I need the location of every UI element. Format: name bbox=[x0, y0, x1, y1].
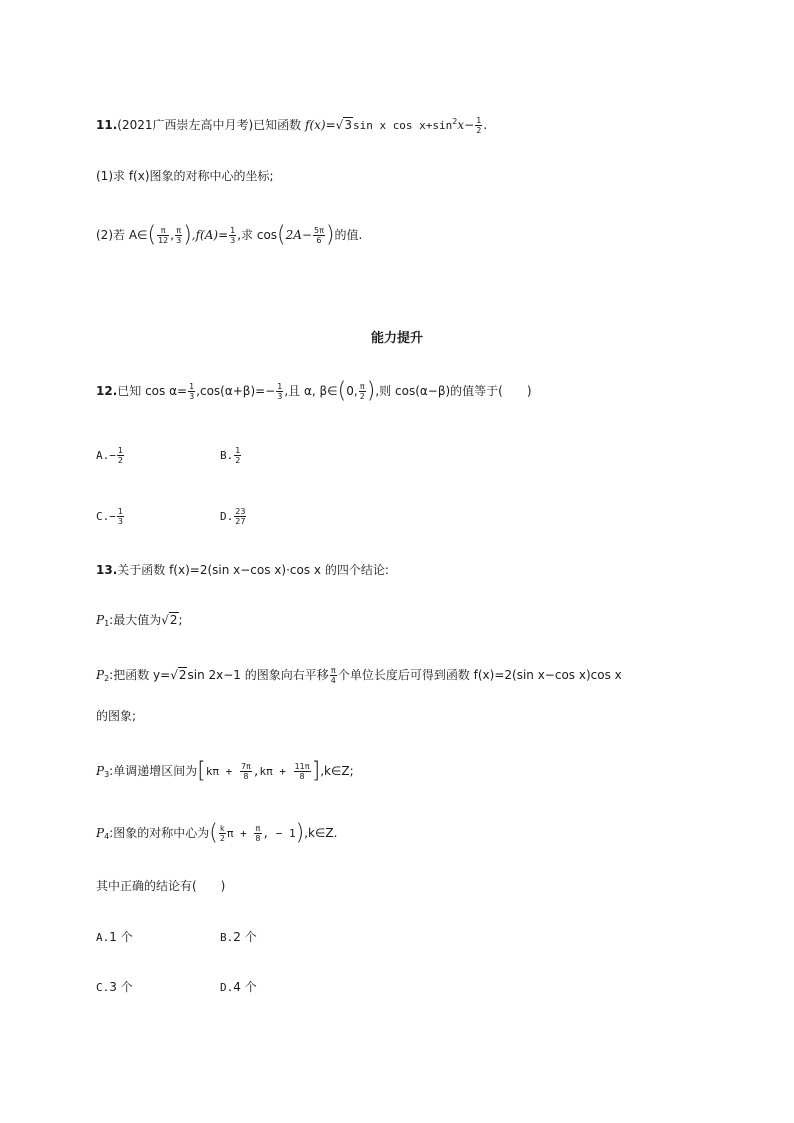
q12-stem2: ,cos(α+β)=− bbox=[196, 384, 276, 398]
q11-part2 bbox=[96, 222, 363, 248]
q13-p2-sqrt: √2 bbox=[170, 668, 187, 682]
q12-number: 12. bbox=[96, 384, 118, 398]
q11-sqrt3: √3 bbox=[335, 118, 352, 132]
q11-arg-close: ) bbox=[325, 222, 335, 248]
q13-p1-text: :最大值为 bbox=[109, 613, 162, 627]
q13-p3-a-num: 7π bbox=[240, 762, 251, 771]
q12-c2-den: 3 bbox=[277, 392, 283, 401]
q13-p2-num: π bbox=[330, 666, 336, 675]
q11-arg-open: ( bbox=[277, 222, 286, 248]
q12-option-c-num: 1 bbox=[117, 507, 123, 516]
q11-half-num: 1 bbox=[476, 116, 482, 125]
q13-option-d-label: D. bbox=[220, 981, 234, 994]
q11-sqrt3-value: 3 bbox=[344, 118, 352, 132]
q11-source: (2021广西崇左高中月考) bbox=[117, 118, 254, 132]
q11-arg-num: 5π bbox=[314, 226, 324, 235]
q13-stem-text: 关于函数 f(x)=2(sin x−cos x)·cos x 的四个结论: bbox=[117, 563, 389, 577]
q13-p3 bbox=[96, 758, 354, 784]
q12-option-b-fraction bbox=[234, 446, 241, 465]
q11-square: 2 bbox=[452, 117, 458, 126]
q13-p1-label: P bbox=[96, 613, 105, 627]
q13-number: 13. bbox=[96, 563, 118, 577]
q12-c1-fraction bbox=[188, 382, 195, 401]
q11-interval-a bbox=[157, 226, 169, 245]
q13-p3-b-fraction bbox=[294, 762, 311, 781]
q13-p4-open: ( bbox=[209, 820, 218, 846]
q13-ask: 其中正确的结论有( ) bbox=[96, 879, 226, 893]
q13-p4-num: π bbox=[255, 824, 261, 833]
q12-option-d-fraction bbox=[234, 507, 246, 526]
q12-option-c-prefix: − bbox=[109, 510, 116, 523]
q12-option-d-label: D. bbox=[220, 510, 234, 523]
q13-p4-k-fraction bbox=[219, 824, 226, 843]
q11-number: 11. bbox=[96, 118, 118, 132]
q11-arg-den: 6 bbox=[316, 236, 322, 245]
q11-half-fraction bbox=[475, 116, 482, 135]
q13-option-c-label: C. bbox=[96, 981, 110, 994]
q13-p2-den: 4 bbox=[330, 676, 336, 685]
q11-part2-prefix: (2)若 A∈ bbox=[96, 228, 148, 242]
q11-fa-fraction bbox=[229, 226, 236, 245]
q12-c1-den: 3 bbox=[189, 392, 195, 401]
q11-ask-end: 的值. bbox=[334, 228, 363, 242]
q13-p3-end: ,k∈Z; bbox=[320, 764, 354, 778]
q13-p2 bbox=[96, 666, 622, 687]
q13-p4-close: ) bbox=[295, 820, 305, 846]
q12-option-a[interactable] bbox=[96, 446, 125, 465]
q13-p2-sqrt-value: 2 bbox=[178, 668, 187, 682]
q13-p3-a-den: 8 bbox=[243, 772, 249, 781]
q13-p3-b: ,kπ + bbox=[252, 765, 293, 778]
q13-p1-end: ; bbox=[178, 613, 183, 627]
q12-option-a-fraction bbox=[117, 446, 124, 465]
q11-interval-b bbox=[175, 226, 182, 245]
q11-stem-prefix: 已知函数 bbox=[253, 118, 302, 132]
q13-p2-label: P bbox=[96, 668, 105, 682]
q11-fa-num: 1 bbox=[230, 226, 236, 235]
q12-option-a-den: 2 bbox=[117, 456, 123, 465]
q13-p3-a-fraction bbox=[240, 762, 252, 781]
q12-option-c[interactable] bbox=[96, 507, 125, 526]
q11-interval-sep: , bbox=[170, 228, 175, 242]
q13-p4-sub: 4 bbox=[104, 832, 110, 841]
q12-option-a-num: 1 bbox=[117, 446, 123, 455]
q12-option-d-num: 23 bbox=[235, 507, 246, 516]
q12-c2-fraction bbox=[276, 382, 283, 401]
q13-p4-fraction bbox=[254, 824, 261, 843]
q13-option-c[interactable] bbox=[96, 979, 133, 996]
q12-range-den: 2 bbox=[359, 392, 365, 401]
q13-p4-tail: , − 1 bbox=[262, 827, 296, 840]
q12-option-b-label: B. bbox=[220, 449, 234, 462]
q13-p4-text: :图象的对称中心为 bbox=[109, 826, 210, 840]
q12-stem3: ,且 α, β∈ bbox=[284, 384, 338, 398]
q11-x-minus: x− bbox=[457, 118, 475, 132]
q12-option-c-fraction bbox=[117, 507, 124, 526]
q12-option-b[interactable] bbox=[220, 446, 242, 465]
q11-close-paren: ) bbox=[183, 222, 192, 248]
q13-p2-text1: :把函数 y= bbox=[109, 668, 171, 682]
q12-range-start: 0, bbox=[346, 384, 358, 398]
q13-p3-open: [ bbox=[197, 758, 206, 784]
q11-interval-b-den: 3 bbox=[176, 236, 182, 245]
q13-option-d[interactable] bbox=[220, 979, 257, 996]
q12-range-fraction bbox=[359, 382, 366, 401]
q13-p4-label: P bbox=[96, 826, 105, 840]
q11-expr-mid: sin x cos x+sin bbox=[352, 119, 453, 132]
q13-p1-sub: 1 bbox=[104, 619, 110, 628]
q13-p4-mid: π + bbox=[226, 827, 254, 840]
q13-p4-k-den: 2 bbox=[219, 834, 225, 843]
q11-interval-a-num: π bbox=[157, 226, 169, 236]
q11-part1: (1)求 f(x)图象的对称中心的坐标; bbox=[96, 169, 274, 183]
q12-c1-num: 1 bbox=[189, 382, 195, 391]
q11-ask: ,求 cos bbox=[237, 228, 278, 242]
q12-option-b-den: 2 bbox=[235, 456, 241, 465]
q11-fa: ,f(A)= bbox=[191, 228, 229, 242]
q12-range-num: π bbox=[359, 382, 365, 391]
q13-p2-cont: 的图象; bbox=[96, 709, 137, 723]
q13-p3-text: :单调递增区间为 bbox=[109, 764, 198, 778]
q11-half-den: 2 bbox=[476, 126, 482, 135]
q12-stem1: 已知 cos α= bbox=[117, 384, 188, 398]
q13-p3-b-den: 8 bbox=[299, 772, 305, 781]
q13-p1-sqrt-value: 2 bbox=[169, 613, 178, 627]
q13-p3-close: ] bbox=[311, 758, 321, 784]
q12-option-a-label: A. bbox=[96, 449, 110, 462]
q13-p2-fraction bbox=[330, 666, 337, 685]
q11-interval-b-num: π bbox=[176, 226, 182, 235]
q12-option-a-prefix: − bbox=[109, 449, 116, 462]
q13-p4-end: ,k∈Z. bbox=[304, 826, 338, 840]
q11-arg-fraction bbox=[313, 226, 325, 245]
q13-p3-label: P bbox=[96, 764, 105, 778]
q13-stem bbox=[96, 562, 389, 578]
q11-open-paren: ( bbox=[147, 222, 157, 248]
q13-p4 bbox=[96, 820, 338, 846]
q12-stem bbox=[96, 378, 532, 404]
q12-option-d[interactable] bbox=[220, 507, 247, 526]
q11-interval-a-den: 12 bbox=[158, 236, 169, 245]
q11-end: . bbox=[483, 118, 488, 132]
q13-option-a[interactable] bbox=[96, 929, 133, 946]
q13-p1 bbox=[96, 612, 183, 632]
section-title: 能力提升 bbox=[370, 331, 423, 346]
q12-option-b-num: 1 bbox=[235, 446, 241, 455]
q12-range-open: ( bbox=[337, 378, 347, 404]
q13-option-c-text: 3 个 bbox=[109, 980, 133, 994]
q13-option-a-label: A. bbox=[96, 931, 110, 944]
q13-option-b-text: 2 个 bbox=[233, 930, 257, 944]
q13-p3-b-num: 11π bbox=[294, 762, 310, 771]
q13-p2-sub: 2 bbox=[104, 674, 110, 683]
q13-p4-den: 8 bbox=[255, 834, 261, 843]
q13-option-b[interactable] bbox=[220, 929, 257, 946]
q12-c2-num: 1 bbox=[277, 382, 283, 391]
q12-range-close: ) bbox=[366, 378, 376, 404]
q12-option-d-den: 27 bbox=[235, 517, 246, 526]
q12-option-c-den: 3 bbox=[117, 517, 123, 526]
q13-p1-sqrt: √2 bbox=[161, 613, 178, 627]
q13-p4-k-num: k bbox=[220, 824, 225, 833]
q12-stem4: ,则 cos(α−β)的值等于( ) bbox=[375, 384, 532, 398]
q13-option-d-text: 4 个 bbox=[233, 980, 257, 994]
q13-p2-text2: sin 2x−1 的图象向右平移 bbox=[187, 668, 329, 682]
q13-option-b-label: B. bbox=[220, 931, 234, 944]
q13-p3-sub: 3 bbox=[104, 770, 110, 779]
q11-stem bbox=[96, 114, 487, 135]
q12-option-c-label: C. bbox=[96, 510, 110, 523]
q13-p3-a: kπ + bbox=[205, 765, 239, 778]
q11-fx: f(x)= bbox=[305, 118, 336, 132]
q13-p2-text3: 个单位长度后可得到函数 f(x)=2(sin x−cos x)cos x bbox=[337, 668, 622, 682]
q13-option-a-text: 1 个 bbox=[109, 930, 133, 944]
q11-arg-prefix: 2A− bbox=[285, 228, 312, 242]
q11-fa-den: 3 bbox=[230, 236, 236, 245]
